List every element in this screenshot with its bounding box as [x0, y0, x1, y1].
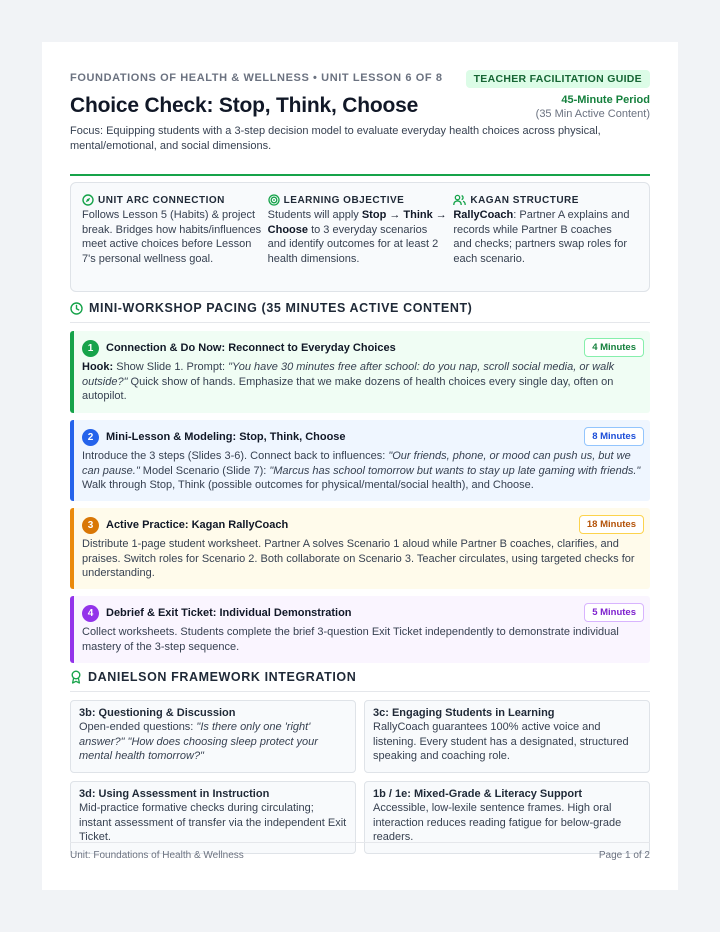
- compass-icon: [82, 194, 94, 206]
- block-text: Collect worksheets. Students complete the brief 3-question Exit Ticket independently to demonstrate individual mastery of the 3-step sequence.: [82, 626, 619, 653]
- header-divider: [70, 174, 650, 176]
- block-title: Active Practice: Kagan RallyCoach: [106, 519, 289, 531]
- card-text: RallyCoach guarantees 100% active voice and listening. Every student has a designated, structured speaking and coaching role.: [373, 721, 629, 762]
- card-text: Accessible, low-lexile sentence frames. High oral interaction reduces reading fatigue for below-grade readers.: [373, 802, 622, 843]
- danielson-card-3c: [364, 700, 650, 773]
- card-heading: 3c: Engaging Students in Learning: [373, 707, 555, 719]
- block-text: Hook: Show Slide 1. Prompt: "You have 30 minutes free after school: do you nap, scroll social media, or walk outside?" Quick show of hands. Emphasize that we make dozens of health choices every single day, often on autopilot.: [82, 361, 615, 402]
- clock-icon: [70, 302, 83, 315]
- pacing-block-debrief: [70, 596, 650, 663]
- page-title: Choice Check: Stop, Think, Choose: [70, 94, 419, 117]
- step-number-badge: 1: [82, 340, 99, 357]
- target-icon: [268, 194, 280, 206]
- duration-badge: 18 Minutes: [579, 515, 644, 534]
- duration-badge: 5 Minutes: [584, 603, 644, 622]
- danielson-card-3b: [70, 700, 356, 773]
- duration-badge: 4 Minutes: [584, 338, 644, 357]
- pacing-blocks: [70, 331, 650, 663]
- page-footer: [70, 842, 650, 861]
- learning-objective-text: Students will apply Stop → Think → Choose to 3 everyday scenarios and identify outcomes for at least 2 health dimensions.: [267, 209, 447, 265]
- pacing-block-mini-lesson: [70, 420, 650, 501]
- unit-kicker: FOUNDATIONS OF HEALTH & WELLNESS • UNIT LESSON 6 OF 8: [70, 72, 443, 84]
- danielson-grid: [70, 700, 650, 854]
- card-heading: 1b / 1e: Mixed-Grade & Literacy Support: [373, 788, 583, 800]
- step-number-badge: 4: [82, 605, 99, 622]
- lesson-focus: Focus: Equipping students with a 3-step decision model to evaluate everyday health choices across physical, mental/emotional, and social dimensions.: [70, 125, 601, 152]
- period-length: 45-Minute Period: [561, 94, 650, 106]
- step-number-badge: 3: [82, 517, 99, 534]
- danielson-section-title: DANIELSON FRAMEWORK INTEGRATION: [70, 670, 650, 692]
- award-icon: [70, 670, 82, 684]
- block-title: Connection & Do Now: Reconnect to Everyday Choices: [106, 342, 396, 354]
- unit-arc-text: Follows Lesson 5 (Habits) & project break. Bridges how habits/influences meet active choices before Lesson 7's personal wellness goal.: [82, 209, 262, 265]
- page-number: Page 1 of 2: [598, 850, 650, 861]
- kagan-structure-column: [453, 193, 639, 291]
- pacing-section-title: MINI-WORKSHOP PACING (35 MINUTES ACTIVE CONTENT): [70, 301, 650, 323]
- card-text: Mid-practice formative checks during circulating; instant assessment of transfer via the independent Exit Ticket.: [79, 802, 347, 843]
- block-title: Debrief & Exit Ticket: Individual Demonstration: [106, 607, 352, 619]
- guide-badge: TEACHER FACILITATION GUIDE: [466, 70, 650, 88]
- period-active-content: (35 Min Active Content): [535, 108, 650, 120]
- block-text: Distribute 1-page student worksheet. Partner A solves Scenario 1 aloud while Partner B coaches, clarifies, and praises. Switch roles for Scenario 2. Both collaborate on Scenario 3. Teacher circulates, using targeted checks for understanding.: [82, 538, 635, 579]
- block-title: Mini-Lesson & Modeling: Stop, Think, Choose: [106, 431, 346, 443]
- lesson-overview-panel: [70, 182, 650, 292]
- card-heading: 3d: Using Assessment in Instruction: [79, 788, 270, 800]
- kagan-structure-text: RallyCoach: Partner A explains and records while Partner B coaches and checks; partners swap roles for each scenario.: [453, 209, 630, 265]
- pacing-block-active-practice: [70, 508, 650, 589]
- unit-arc-heading: UNIT ARC CONNECTION: [82, 193, 262, 207]
- footer-unit: Unit: Foundations of Health & Wellness: [70, 850, 244, 861]
- duration-badge: 8 Minutes: [584, 427, 644, 446]
- document-page: [42, 42, 678, 890]
- block-text: Introduce the 3 steps (Slides 3-6). Connect back to influences: "Our friends, phone, or mood can push us, but we can pause." Model Scenario (Slide 7): "Marcus has school tomorrow but wants to stay up late gaming with friends." Walk through Stop, Think (possible outcomes for physical/mental/social health), and Choose.: [82, 450, 641, 491]
- users-icon: [453, 194, 466, 206]
- card-heading: 3b: Questioning & Discussion: [79, 707, 236, 719]
- kagan-structure-heading: KAGAN STRUCTURE: [453, 193, 633, 207]
- document-header: [70, 72, 650, 168]
- step-number-badge: 2: [82, 429, 99, 446]
- pacing-block-connection: [70, 331, 650, 413]
- learning-objective-heading: LEARNING OBJECTIVE: [268, 193, 448, 207]
- unit-arc-column: [82, 193, 268, 291]
- learning-objective-column: [268, 193, 454, 291]
- card-text: Open-ended questions: "Is there only one 'right' answer?" "How does choosing sleep protect your mental health tomorrow?": [79, 721, 318, 762]
